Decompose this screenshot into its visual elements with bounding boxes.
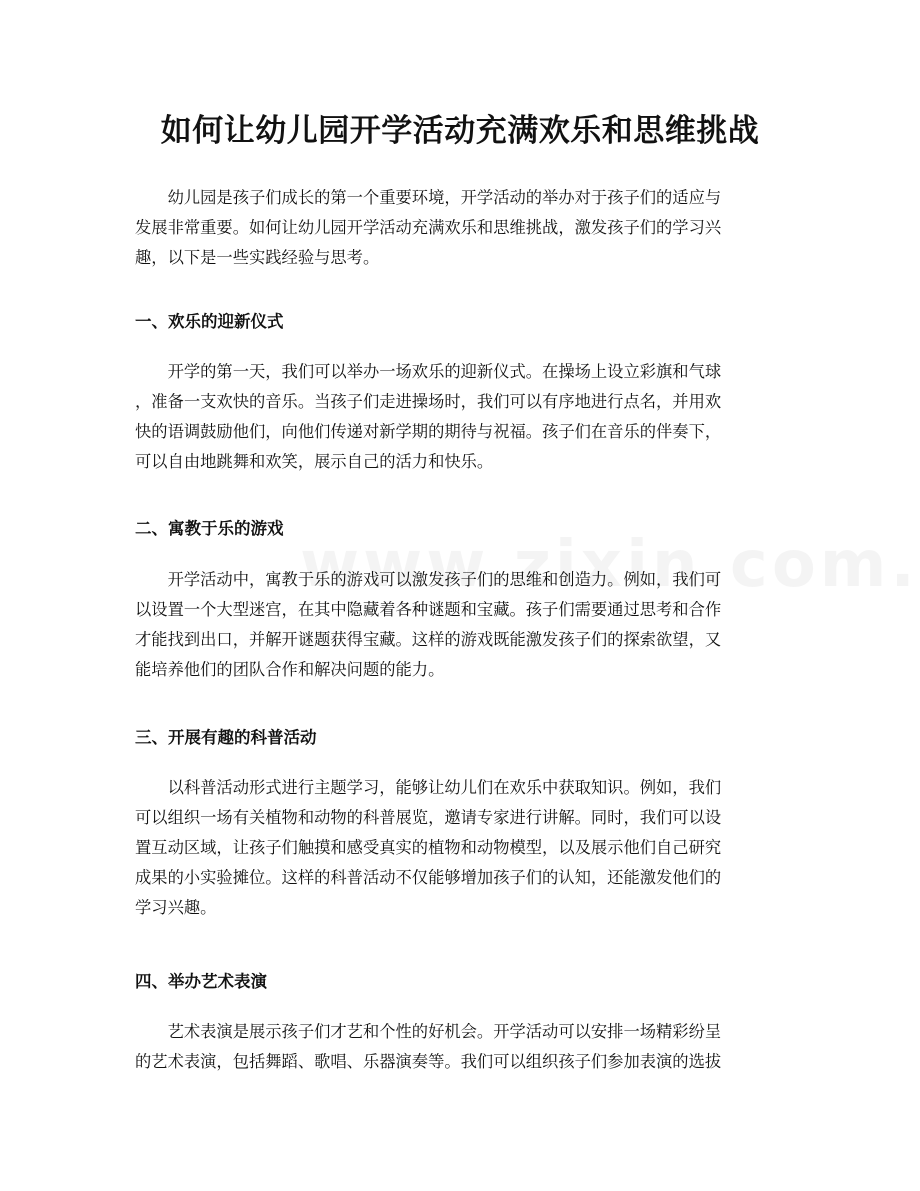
paragraph-line: 开学活动中，寓教于乐的游戏可以激发孩子们的思维和创造力。例如，我们可 — [135, 570, 722, 589]
intro-paragraph — [135, 183, 787, 273]
paragraph-line: 开学的第一天，我们可以举办一场欢乐的迎新仪式。在操场上设立彩旗和气球 — [135, 362, 722, 381]
paragraph-line: 趣，以下是一些实践经验与思考。 — [135, 248, 380, 267]
paragraph-line: 能培养他们的团队合作和解决问题的能力。 — [135, 660, 445, 679]
paragraph-line: 幼儿园是孩子们成长的第一个重要环境，开学活动的举办对于孩子们的适应与 — [135, 188, 722, 207]
section-paragraph — [135, 357, 787, 477]
section-heading: 三、开展有趣的科普活动 — [135, 728, 317, 747]
paragraph-line: 艺术表演是展示孩子们才艺和个性的好机会。开学活动可以安排一场精彩纷呈 — [135, 1022, 722, 1041]
paragraph-line: 学习兴趣。 — [135, 898, 217, 917]
page-title: 如何让幼儿园开学活动充满欢乐和思维挑战 — [160, 113, 760, 149]
section-paragraph — [135, 773, 787, 923]
paragraph-line: 成果的小实验摊位。这样的科普活动不仅能够增加孩子们的认知，还能激发他们的 — [135, 868, 722, 887]
section-heading: 一、欢乐的迎新仪式 — [135, 312, 284, 331]
paragraph-line: 快的语调鼓励他们，向他们传递对新学期的期待与祝福。孩子们在音乐的伴奏下， — [135, 422, 722, 441]
paragraph-line: 才能找到出口，并解开谜题获得宝藏。这样的游戏既能激发孩子们的探索欲望，又 — [135, 630, 722, 649]
section-heading: 二、寓教于乐的游戏 — [135, 519, 284, 538]
paragraph-line: 置互动区域，让孩子们触摸和感受真实的植物和动物模型，以及展示他们自己研究 — [135, 838, 722, 857]
paragraph-line: ，准备一支欢快的音乐。当孩子们走进操场时，我们可以有序地进行点名，并用欢 — [135, 392, 722, 411]
paragraph-line: 可以自由地跳舞和欢笑，展示自己的活力和快乐。 — [135, 452, 494, 471]
section-heading: 四、举办艺术表演 — [135, 972, 267, 991]
paragraph-line: 可以组织一场有关植物和动物的科普展览，邀请专家进行讲解。同时，我们可以设 — [135, 808, 722, 827]
section-paragraph — [135, 1017, 787, 1077]
paragraph-line: 发展非常重要。如何让幼儿园开学活动充满欢乐和思维挑战，激发孩子们的学习兴 — [135, 218, 722, 237]
paragraph-line: 以设置一个大型迷宫，在其中隐藏着各种谜题和宝藏。孩子们需要通过思考和合作 — [135, 600, 722, 619]
paragraph-line: 的艺术表演，包括舞蹈、歌唱、乐器演奏等。我们可以组织孩子们参加表演的选拔 — [135, 1052, 722, 1071]
paragraph-line: 以科普活动形式进行主题学习，能够让幼儿们在欢乐中获取知识。例如，我们 — [135, 778, 722, 797]
section-paragraph — [135, 565, 787, 685]
